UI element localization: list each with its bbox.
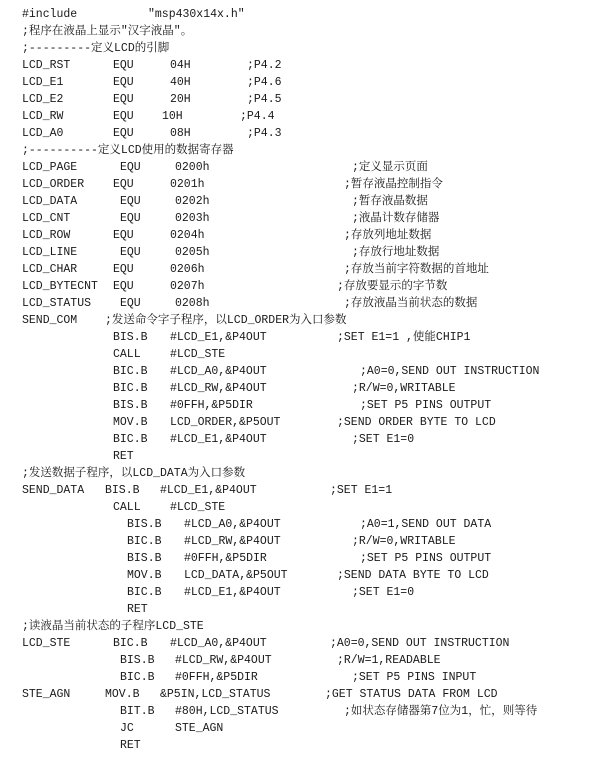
code-line xyxy=(0,244,601,261)
code-line xyxy=(0,74,601,91)
code-token: ;R/W=0,WRITABLE xyxy=(352,535,456,548)
code-token: ;A0=0,SEND OUT INSTRUCTION xyxy=(330,637,510,650)
code-token: 40H xyxy=(170,76,191,89)
code-token: ;存放当前字符数据的首地址 xyxy=(344,263,489,276)
code-token: LCD_ORDER,&P5OUT xyxy=(170,416,281,429)
code-token: LCD_STATUS xyxy=(22,297,92,310)
code-line xyxy=(0,652,601,669)
code-line xyxy=(0,57,601,74)
code-token: ;SET E1=1 ,使能CHIP1 xyxy=(337,331,471,344)
code-token: 0207h xyxy=(170,280,205,293)
code-token: SEND_DATA xyxy=(22,484,85,497)
code-token: ;发送数据子程序，以LCD_DATA为入口参数 xyxy=(22,467,246,480)
code-token: BIS.B xyxy=(113,331,148,344)
code-token: #LCD_A0,&P4OUT xyxy=(184,518,281,531)
code-token: EQU xyxy=(120,246,141,259)
code-token: MOV.B xyxy=(127,569,162,582)
code-line xyxy=(0,346,601,363)
code-token: 10H xyxy=(162,110,183,123)
code-token: ;A0=1,SEND OUT DATA xyxy=(360,518,492,531)
code-line xyxy=(0,159,601,176)
code-line xyxy=(0,363,601,380)
code-line xyxy=(0,720,601,737)
code-token: #LCD_E1,&P4OUT xyxy=(160,484,257,497)
code-token: ;R/W=1,READABLE xyxy=(337,654,441,667)
code-line xyxy=(0,329,601,346)
code-token: ;P4.2 xyxy=(247,59,282,72)
code-token: #0FFH,&P5DIR xyxy=(184,552,267,565)
code-line xyxy=(0,210,601,227)
code-token: BIS.B xyxy=(105,484,140,497)
code-token: ;SEND ORDER BYTE TO LCD xyxy=(337,416,496,429)
code-token: EQU xyxy=(120,212,141,225)
code-token: EQU xyxy=(120,161,141,174)
code-token: LCD_ROW xyxy=(22,229,71,242)
code-token: JC xyxy=(120,722,134,735)
code-token: #LCD_STE xyxy=(170,501,226,514)
code-token: ;P4.6 xyxy=(247,76,282,89)
code-token: ;SET E1=1 xyxy=(330,484,393,497)
code-token: ;读液晶当前状态的子程序LCD_STE xyxy=(22,620,204,633)
code-token: LCD_E1 xyxy=(22,76,64,89)
code-token: BIC.B xyxy=(113,433,148,446)
code-token: ;存放液晶当前状态的数据 xyxy=(344,297,478,310)
code-line xyxy=(0,176,601,193)
code-token: STE_AGN xyxy=(22,688,71,701)
code-token: ;发送命令字子程序，以LCD_ORDER为入口参数 xyxy=(105,314,347,327)
code-token: 0201h xyxy=(170,178,205,191)
code-token: ;暂存液晶数据 xyxy=(352,195,428,208)
code-token: EQU xyxy=(113,127,134,140)
code-line xyxy=(0,499,601,516)
code-token: LCD_A0 xyxy=(22,127,64,140)
code-token: BIS.B xyxy=(113,399,148,412)
code-token: LCD_ORDER xyxy=(22,178,85,191)
code-line xyxy=(0,550,601,567)
code-token: LCD_E2 xyxy=(22,93,64,106)
code-token: ;R/W=0,WRITABLE xyxy=(352,382,456,395)
code-line xyxy=(0,125,601,142)
code-line xyxy=(0,584,601,601)
code-token: 0208h xyxy=(175,297,210,310)
code-line xyxy=(0,261,601,278)
code-line xyxy=(0,431,601,448)
code-line xyxy=(0,414,601,431)
code-token: LCD_BYTECNT xyxy=(22,280,98,293)
code-line xyxy=(0,278,601,295)
code-token: #LCD_RW,&P4OUT xyxy=(170,382,267,395)
code-token: EQU xyxy=(113,76,134,89)
code-token: 0200h xyxy=(175,161,210,174)
code-line xyxy=(0,669,601,686)
code-line xyxy=(0,618,601,635)
code-token: ;SEND DATA BYTE TO LCD xyxy=(337,569,489,582)
code-line xyxy=(0,397,601,414)
code-line xyxy=(0,703,601,720)
code-token: "msp430x14x.h" xyxy=(148,8,245,21)
code-token: EQU xyxy=(113,110,134,123)
code-token: EQU xyxy=(113,178,134,191)
code-line xyxy=(0,23,601,40)
code-token: EQU xyxy=(120,297,141,310)
code-token: BIC.B xyxy=(113,382,148,395)
code-token: RET xyxy=(120,739,141,752)
code-line xyxy=(0,601,601,618)
code-token: ;存放要显示的字节数 xyxy=(337,280,448,293)
code-line xyxy=(0,567,601,584)
code-token: ;定义显示页面 xyxy=(352,161,428,174)
code-token: MOV.B xyxy=(105,688,140,701)
code-token: LCD_PAGE xyxy=(22,161,78,174)
code-token: BIC.B xyxy=(127,586,162,599)
code-line xyxy=(0,108,601,125)
code-line xyxy=(0,482,601,499)
code-token: #LCD_RW,&P4OUT xyxy=(184,535,281,548)
code-token: ;如状态存储器第7位为1，忙，则等待 xyxy=(344,705,538,718)
code-token: EQU xyxy=(113,93,134,106)
code-token: BIC.B xyxy=(113,365,148,378)
code-token: LCD_STE xyxy=(22,637,71,650)
code-line xyxy=(0,516,601,533)
code-token: #LCD_A0,&P4OUT xyxy=(170,365,267,378)
code-token: #LCD_E1,&P4OUT xyxy=(170,331,267,344)
code-token: #0FFH,&P5DIR xyxy=(175,671,258,684)
code-token: ;A0=0,SEND OUT INSTRUCTION xyxy=(360,365,540,378)
code-token: 0204h xyxy=(170,229,205,242)
code-token: RET xyxy=(113,450,134,463)
code-token: ;SET P5 PINS OUTPUT xyxy=(360,552,492,565)
code-line xyxy=(0,465,601,482)
code-token: ;存放行地址数据 xyxy=(352,246,440,259)
code-token: MOV.B xyxy=(113,416,148,429)
code-token: #LCD_A0,&P4OUT xyxy=(170,637,267,650)
code-token: &P5IN,LCD_STATUS xyxy=(160,688,271,701)
code-token: RET xyxy=(127,603,148,616)
code-token: EQU xyxy=(113,263,134,276)
code-line xyxy=(0,448,601,465)
code-token: ;P4.4 xyxy=(240,110,275,123)
code-token: BIS.B xyxy=(127,518,162,531)
code-token: ;液晶计数存储器 xyxy=(352,212,440,225)
code-token: SEND_COM xyxy=(22,314,78,327)
code-token: 0203h xyxy=(175,212,210,225)
code-token: 04H xyxy=(170,59,191,72)
code-token: LCD_DATA xyxy=(22,195,78,208)
code-line xyxy=(0,295,601,312)
code-token: BIT.B xyxy=(120,705,155,718)
code-token: LCD_CNT xyxy=(22,212,71,225)
code-token: #include xyxy=(22,8,78,21)
code-token: ;----------定义LCD使用的数据寄存器 xyxy=(22,144,234,157)
code-token: ;SET E1=0 xyxy=(352,586,415,599)
code-token: #LCD_E1,&P4OUT xyxy=(170,433,267,446)
code-token: ;程序在液晶上显示"汉字液晶"。 xyxy=(22,25,193,38)
code-token: LCD_CHAR xyxy=(22,263,78,276)
code-token: LCD_RW xyxy=(22,110,64,123)
code-line xyxy=(0,193,601,210)
code-token: ;SET P5 PINS INPUT xyxy=(352,671,477,684)
code-token: 0202h xyxy=(175,195,210,208)
code-token: STE_AGN xyxy=(175,722,224,735)
code-token: LCD_LINE xyxy=(22,246,78,259)
code-line xyxy=(0,380,601,397)
code-line xyxy=(0,635,601,652)
code-line xyxy=(0,533,601,550)
code-line xyxy=(0,6,601,23)
code-token: EQU xyxy=(113,280,134,293)
code-token: BIC.B xyxy=(127,535,162,548)
code-token: ;GET STATUS DATA FROM LCD xyxy=(325,688,498,701)
code-token: #80H,LCD_STATUS xyxy=(175,705,279,718)
code-token: 0205h xyxy=(175,246,210,259)
code-token: EQU xyxy=(113,59,134,72)
code-token: ;暂存液晶控制指令 xyxy=(344,178,443,191)
code-token: ;存放列地址数据 xyxy=(344,229,432,242)
code-token: LCD_RST xyxy=(22,59,71,72)
code-token: 20H xyxy=(170,93,191,106)
code-line xyxy=(0,227,601,244)
code-token: LCD_DATA,&P5OUT xyxy=(184,569,288,582)
code-token: #LCD_STE xyxy=(170,348,226,361)
code-line xyxy=(0,737,601,754)
code-token: EQU xyxy=(120,195,141,208)
code-token: ;SET E1=0 xyxy=(352,433,415,446)
code-line xyxy=(0,40,601,57)
code-line xyxy=(0,91,601,108)
code-token: BIC.B xyxy=(113,637,148,650)
code-line xyxy=(0,142,601,159)
code-token: ;---------定义LCD的引脚 xyxy=(22,42,170,55)
code-token: #LCD_E1,&P4OUT xyxy=(184,586,281,599)
code-token: 0206h xyxy=(170,263,205,276)
code-token: BIS.B xyxy=(127,552,162,565)
code-line xyxy=(0,686,601,703)
code-token: ;P4.5 xyxy=(247,93,282,106)
code-token: BIS.B xyxy=(120,654,155,667)
code-token: ;SET P5 PINS OUTPUT xyxy=(360,399,492,412)
code-line xyxy=(0,312,601,329)
code-token: BIC.B xyxy=(120,671,155,684)
code-token: EQU xyxy=(113,229,134,242)
code-token: #LCD_RW,&P4OUT xyxy=(175,654,272,667)
code-token: CALL xyxy=(113,501,141,514)
code-token: ;P4.3 xyxy=(247,127,282,140)
code-token: CALL xyxy=(113,348,141,361)
code-token: #0FFH,&P5DIR xyxy=(170,399,253,412)
code-token: 08H xyxy=(170,127,191,140)
